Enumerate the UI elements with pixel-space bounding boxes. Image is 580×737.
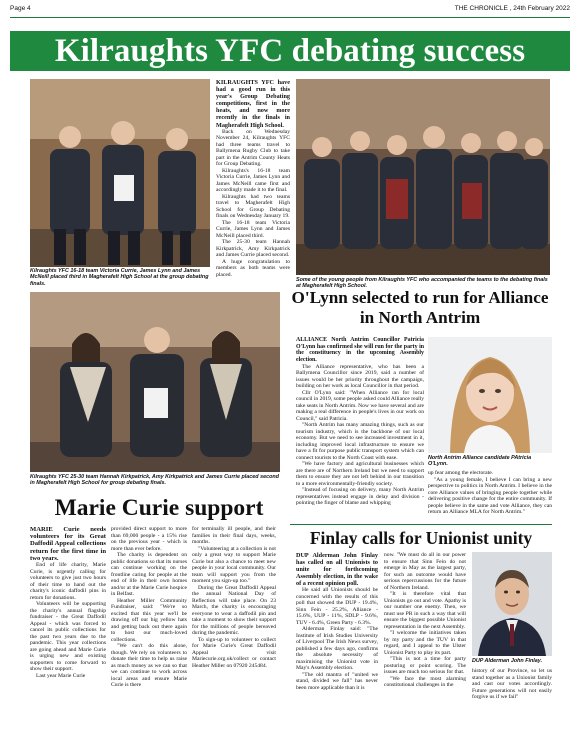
finlay-col2 — [384, 552, 466, 734]
marie-curie-c1-p1: End of life charity, Marie Curie, is urgently calling for volunteers to give just two hours of their time to hand out the charity's iconic daffodil pins in return for donations. — [30, 562, 106, 601]
photo-john-finlay — [472, 552, 552, 656]
finlay-headline: Finlay calls for Unionist unity — [309, 528, 533, 548]
marie-curie-c1-p3: Last year Marie Curie — [36, 672, 86, 679]
caption-finlay: DUP Alderman John Finlay. — [472, 658, 543, 664]
photo-young-people-group — [296, 79, 550, 275]
marie-curie-c3-p4: To sign-up to volunteer to collect for Marie Curie's Great Daffodil Appeal visit Mariecurie.org.uk/collect or contact Heather Miller on 07920 245484. — [192, 636, 276, 669]
debate-p3: Kilraughts had two teams travel to Magherafelt High School for Group Debating finals on Wednesday January 19. — [216, 193, 290, 220]
olynn-story-col2 — [428, 470, 552, 520]
finlay-c2-p3: "I welcome the initiatives taken by my party and the TUV in that regard, and I appeal to the Ulster Unionist Party to play its part. — [384, 630, 466, 656]
olynn-story-col1 — [296, 337, 424, 507]
marie-curie-lead: MARIE Curie needs volunteers for its Great Daffodil Appeal collections return for the first time in two years. — [30, 526, 106, 562]
header-rule — [10, 17, 570, 18]
finlay-col3 — [472, 668, 552, 734]
marie-curie-c2-p3: Heather Miller Community Fundraiser, said: "We're so excited that this year we'll be drawing off our big yellow hats and getting back out there again to host our much-loved collections. — [111, 597, 187, 643]
olynn-lead: ALLIANCE North Antrim Councillor Patricia O'Lynn has confirmed she will run for the party in the constituency in the upcoming Assembly election. — [296, 337, 424, 364]
publication-date: THE CHRONICLE , 24th February 2022 — [454, 5, 570, 12]
photo-25-30-team — [30, 292, 280, 472]
finlay-c3-p1: history of our Province, so let us stand together as a Unionist family and cast our votes accordingly. Future generations will not easily forgive us if we fail" — [472, 668, 552, 700]
photo-16-18-team — [30, 79, 210, 267]
olynn-p5: "Instead of focusing on delivery, many North Antrim representatives instead engage in delay and division - pointing the finger of blame and whipping — [296, 487, 424, 507]
debate-story — [216, 79, 290, 289]
page-number: Page 4 — [10, 5, 31, 12]
debate-p4: The 16-18 team Victoria Currie, James Lynn and James McNeill placed third. — [216, 219, 290, 239]
finlay-c1-p1: He said all Unionists should be concerned with the results of this poll that showed the DUP - 19.4%, Sinn Fein - 25.2%, Alliance - 15.6%, UUP - 11%, SDLP - 9.6%, TUV - 6.4%, Green Party - 6.3%. — [296, 587, 378, 626]
caption-young-people: Some of the young people from Kilraughts YFC who accompanied the teams to the debating finals at Magherafelt High School. — [296, 277, 548, 290]
olynn-p2: Cllr O'Lynn said: "When Alliance ran for local council in 2019, some people asked could Alliance really take seats in North Antrim. Now we have several and are making a real difference in people's lives in our work on Council," said Patricia. — [296, 389, 424, 422]
olynn-headline-line1 — [290, 288, 550, 328]
caption-25-30-team: Kilraughts YFC 25-30 team Hannah Kirkpatrick, Amy Kirkpatrick and James Currie placed second in Magherafelt High School for group debating finals. — [30, 474, 279, 487]
debate-p1: Back on Wednesday November 24, Kilraughts YFC had three teams travel to Ballymena Rugby Club to take part in the Antrim County Heats for Group Debating. — [216, 128, 290, 168]
marie-curie-c1-p2: Volunteers will be supporting the charity's annual flagship fundraiser - the Great Daffodil Appeal - which was forced to cancel its public collections for the past two years due to the pandemic. This year collections are going ahead and Marie Curie is urging new and existing supporters to come forward to show their support. — [30, 601, 106, 673]
debate-lead: KILRAUGHTS YFC have had a good run in this year's Group Debating competitions, first in the heats, and now more recently in the finals in Magherafelt High School. — [216, 79, 290, 129]
olynn-headline: O'Lynn selected to run for Alliance in North Antrim — [291, 288, 549, 327]
finlay-c1-p2: Alderman Finlay said: "The Institute of Irish Studies University of Liverpool The Irish News survey, published a few days ago, confirms the absolute necessity of maximising the Unionist vote in May's Assembly election. — [296, 626, 378, 671]
page-header — [10, 3, 570, 15]
finlay-divider — [290, 524, 552, 525]
marie-curie-col2 — [111, 526, 187, 732]
olynn-p1: The Alliance representative, who has been a Ballymena Councillor since 2019, said a number of issues would be her priority throughout the campaign, building on her work as local Councillor in that period. — [296, 363, 424, 390]
marie-curie-c3-p2: "Volunteering at a collection is not only a great way to support Marie Curie but also a chance to meet new people in your local community. Our team will support you from the moment you sign-up too." — [192, 545, 276, 584]
olynn-p3: "North Antrim has many amazing things, such as our tourism industry, which is the backbone of our local economy. But we need to see increased investment in it, including improved local infrastructure to ensure we have a fit for purpose public transport system which can connect tourists to the North Coast with ease. — [296, 422, 424, 461]
finlay-col1 — [296, 552, 378, 734]
marie-curie-col1 — [30, 526, 106, 732]
debate-p6: A huge congratulation to members as both teams were placed. — [216, 258, 290, 278]
olynn-p6: up fear among the electorate. — [428, 470, 494, 476]
debate-p5: The 25-30 team Hannah Kirkpatrick, Amy Kirkpatrick and James Currie placed second. — [216, 239, 290, 259]
photo-patricia-olynn — [428, 337, 552, 453]
olynn-p7: "As a young female, I believe I can bring a new perspective to politics in North Antrim. I believe in the core Alliance values of bringing people together while delivering positive change for the entire community. If people believe in the same and vote Alliance, they can return an Alliance MLA for North Antrim." — [428, 476, 552, 515]
caption-16-18-team: Kilraughts YFC 16-18 team Victoria Currie, James Lynn and James McNeill placed third in Magherafelt High School at the group debating finals. — [30, 268, 209, 287]
finlay-lead: DUP Alderman John Finlay has called on all Unionists to unite for forthcoming Assembly election, in the wake of a recent opinion poll. — [296, 552, 378, 587]
marie-curie-headline: Marie Curie support — [54, 495, 264, 521]
finlay-c2-p4: "This is not a time for party posturing or point scoring. The issues are much too serious for that. — [384, 656, 466, 675]
finlay-c1-p3: "The old mantra of "united we stand, divided we fall" has never been more applicable than it is — [296, 671, 378, 691]
marie-curie-c2-p2: The charity is dependent on public donations so that its nurses can continue working on the frontline caring for people at the end of life in their own homes and/or at the Marie Curie hospice in Belfast. — [111, 552, 187, 597]
debate-p2: Kilraughts's 16-18 team Victoria Currie, James Lynn and James McNeill came first and accordingly made it to the final. — [216, 167, 290, 194]
marie-curie-c3-p3: During the Great Daffodil Appeal the annual National Day of Reflection will take place. On 23 March, the charity is encouraging everyone to wear a daffodil pin and take a moment to show their support for the millions of people bereaved during the pandemic. — [192, 584, 276, 636]
marie-curie-c2-p4: "We can't do this alone, though. We rely on volunteers to donate their time to help us raise as much money as we can so that we can continue to work across local areas and ensure Marie Curie is there — [111, 643, 187, 688]
marie-curie-c3-p1: for terminally ill people, and their families in their final days, weeks, months. — [192, 526, 276, 545]
finlay-c2-p5: "We face the most alarming constitutional challenges in the — [384, 675, 466, 688]
marie-curie-c2-p1: provided direct support to more than 69,000 people - a 15% rise on the previous year - which is more than ever before. — [111, 526, 187, 552]
finlay-c2-p1: now. "We must do all in our power to ensure that Sinn Fein do not emerge in May as the largest party, for such an outcome would have serious repercussions for the future of Northern Ireland. — [384, 552, 466, 591]
finlay-c2-p2: "It is therefore vital that Unionists go out and vote. Apathy is our number one enemy. Then, we must use PR in such a way that will ensure the biggest possible Unionist representation in the next Assembly. — [384, 591, 466, 630]
banner-headline: Kilraughts YFC debating success — [10, 31, 570, 71]
marie-curie-col3 — [192, 526, 276, 732]
olynn-p4: "We have factory and agricultural businesses which are there are of Northern Ireland but we need to support them to ensure they are not left behind in our transition to a more environmentally-friendly society. — [296, 461, 424, 487]
caption-olynn: North Antrim Alliance candidate PAtricia O'Lynn. — [428, 455, 532, 468]
